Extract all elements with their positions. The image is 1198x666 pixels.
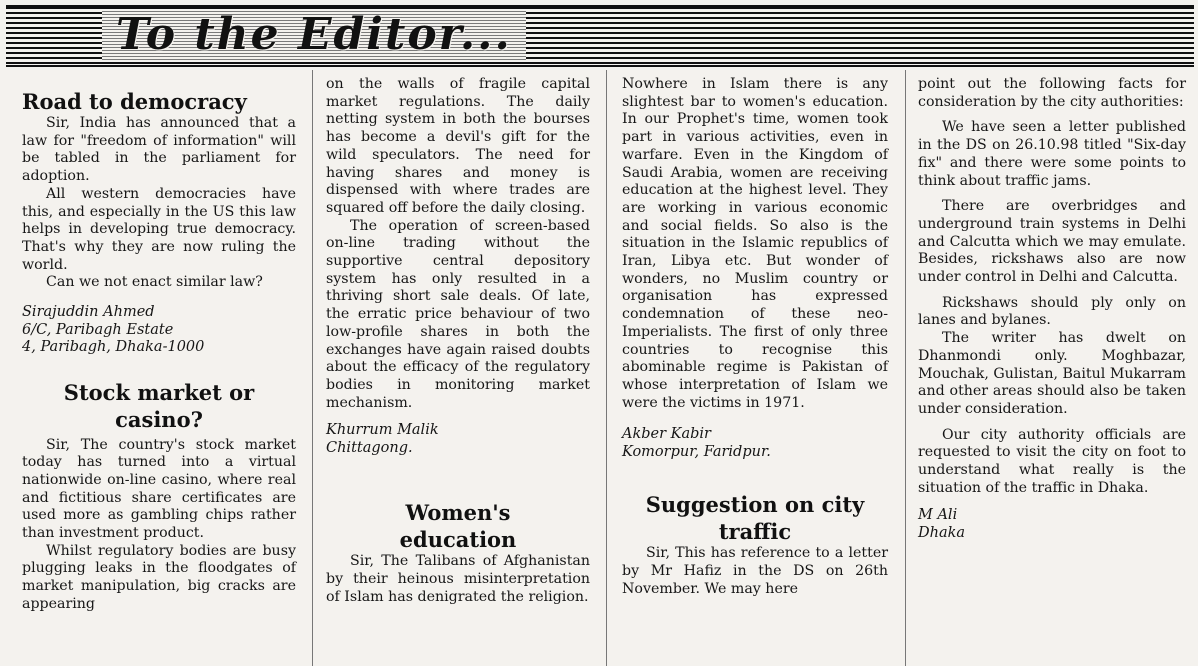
letter-headline: traffic — [718, 519, 792, 545]
section-title: To the Editor... — [102, 9, 526, 61]
author-address: 6/C, Paribagh Estate — [22, 321, 174, 338]
letter-paragraph: on the walls of fragile capital market regulations. The daily netting system in both the bourses has become a devil's gift for the wild speculators. The need for having shares and money is dispensed with where trades are squared off before the daily closing. — [326, 76, 590, 216]
letter-headline: Women's — [405, 500, 511, 526]
letter-paragraph: We have seen a letter published in the DS on 26.10.98 titled "Six-day fix" and there were some points to think about traffic jams. — [918, 119, 1186, 189]
masthead-banner — [6, 5, 1194, 67]
letter-paragraph: The operation of screen-based on-line trading without the supportive central depository system has only resulted in a thriving short sale deals. Of late, the erratic price behaviour of two low-profile shares in both the exchanges have again raised doubts about the efficacy of the regulatory bodies in monitoring market mechanism. — [326, 217, 590, 411]
letter-headline: education — [399, 527, 517, 553]
column-1 — [22, 88, 296, 614]
letter-paragraph: Rickshaws should ply only on lanes and bylanes. — [918, 294, 1186, 329]
letter-paragraph: The writer has dwelt on Dhanmondi only. Moghbazar, Mouchak, Gulistan, Baitul Mukarram and other areas should also be taken under consideration. — [918, 330, 1187, 417]
letter-headline: casino? — [115, 406, 203, 432]
letter-paragraph: Sir, The country's stock market today has turned into a virtual nationwide on-line casino, where real and fictitious share certificates are used more as gambling chips rather than investment product. — [22, 436, 296, 542]
author-address: 4, Paribagh, Dhaka-1000 — [22, 339, 205, 356]
letter-paragraph: Sir, The Talibans of Afghanistan by their heinous misinterpretation of Islam has denigrated the religion. — [326, 553, 590, 605]
letter-paragraph: point out the following facts for consideration by the city authorities: — [918, 76, 1186, 110]
letter-paragraph: Whilst regulatory bodies are busy plugging leaks in the floodgates of market manipulation, big cracks are appearing — [22, 542, 296, 612]
letter-headline: Suggestion on city — [645, 492, 865, 518]
letter-womens-education — [326, 499, 590, 606]
column-divider — [606, 70, 607, 666]
letter-paragraph: All western democracies have this, and especially in the US this law helps in developing true democracy. That's why they are now ruling the world. — [22, 185, 296, 273]
author-address: Dhaka — [918, 524, 966, 541]
letter-city-traffic — [622, 491, 888, 598]
letter-paragraph: Can we not enact similar law? — [46, 274, 263, 291]
letter-paragraph: Sir, This has reference to a letter by Mr Hafiz in the DS on 26th November. We may here — [622, 545, 888, 597]
letter-paragraph: Our city authority officials are requested to visit the city on foot to understand what really is the situation of the traffic in Dhaka. — [918, 426, 1186, 496]
author-name: Sirajuddin Ahmed — [22, 304, 155, 321]
author-address: Chittagong. — [326, 439, 413, 456]
letter-paragraph: Sir, India has announced that a law for "freedom of information" will be tabled in the parliament for adoption. — [22, 115, 296, 185]
column-4 — [918, 76, 1186, 542]
column-divider — [905, 70, 906, 666]
author-name: M Ali — [918, 507, 958, 524]
column-divider — [312, 70, 313, 666]
author-address: Komorpur, Faridpur. — [622, 443, 771, 460]
letter-headline: Stock market or — [63, 379, 255, 405]
author-name: Khurrum Malik — [326, 422, 439, 439]
author-name: Akber Kabir — [622, 426, 711, 443]
letter-paragraph: Nowhere in Islam there is any slightest bar to women's education. In our Prophet's time, women took part in various activities, even in warfare. Even in the Kingdom of Saudi Arabia, women are receiving education at the highest level. They are working in various economic and social fields. So also is the situation in the Islamic republics of Iran, Libya etc. But wonder of wonders, no Muslim country or organisation has expressed condemnation of these neo-Imperialists. The first of only three countries to recognise this abominable regime is Pakistan of whose interpretation of Islam we were the victims in 1971. — [622, 76, 888, 411]
letter-paragraph: There are overbridges and underground train systems in Delhi and Calcutta which we may emulate. Besides, rickshaws also are now under control in Delhi and Calcutta. — [918, 198, 1186, 286]
letter-road-to-democracy — [22, 88, 296, 357]
letter-stock-market — [22, 379, 296, 614]
letter-headline: Road to democracy — [22, 89, 247, 114]
column-2 — [326, 76, 590, 606]
column-3 — [622, 76, 888, 598]
